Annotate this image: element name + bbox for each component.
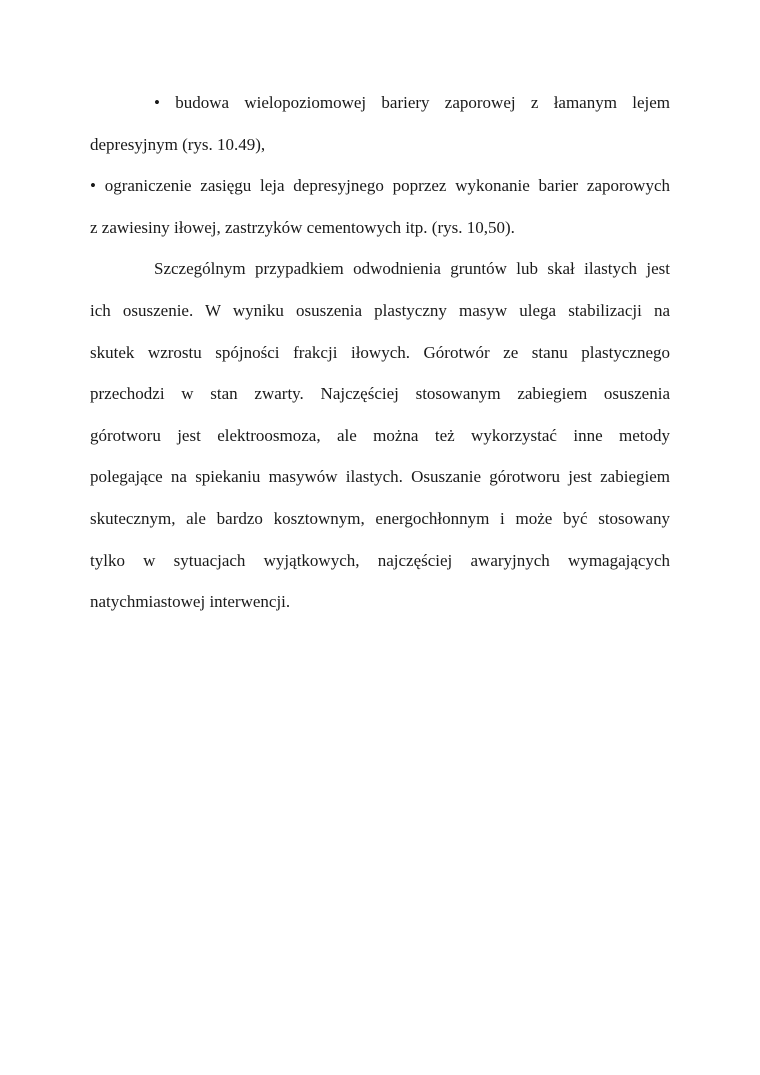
paragraph-line: skutecznym, ale bardzo kosztownym, energochłonnym i może być stosowany xyxy=(90,508,670,528)
paragraph-line: ich osuszenie. W wyniku osuszenia plastyczny masyw ulega stabilizacji na xyxy=(90,300,670,320)
paragraph-line: natychmiastowej interwencji. xyxy=(90,592,291,612)
paragraph-line: górotworu jest elektroosmoza, ale można też wykorzystać inne metody xyxy=(90,425,670,445)
bullet-item-line: • budowa wielopoziomowej bariery zaporowej z łamanym lejem xyxy=(154,93,670,112)
body-text xyxy=(90,82,670,623)
bullet-item-line: depresyjnym (rys. 10.49), xyxy=(90,134,266,154)
bullet-item-line: z zawiesiny iłowej, zastrzyków cementowych itp. (rys. 10,50). xyxy=(90,217,515,237)
paragraph-line: przechodzi w stan zwarty. Najczęściej stosowanym zabiegiem osuszenia xyxy=(90,384,670,404)
paragraph-line: skutek wzrostu spójności frakcji iłowych. Górotwór ze stanu plastycznego xyxy=(90,342,670,362)
paragraph-line: polegające na spiekaniu masywów ilastych. Osuszanie górotworu jest zabiegiem xyxy=(90,467,670,487)
paragraph-line: tylko w sytuacjach wyjątkowych, najczęściej awaryjnych wymagających xyxy=(90,550,670,570)
bullet-item-line: • ograniczenie zasięgu leja depresyjnego poprzez wykonanie barier zaporowych xyxy=(90,176,670,196)
paragraph-line: Szczególnym przypadkiem odwodnienia gruntów lub skał ilastych jest xyxy=(154,259,670,279)
